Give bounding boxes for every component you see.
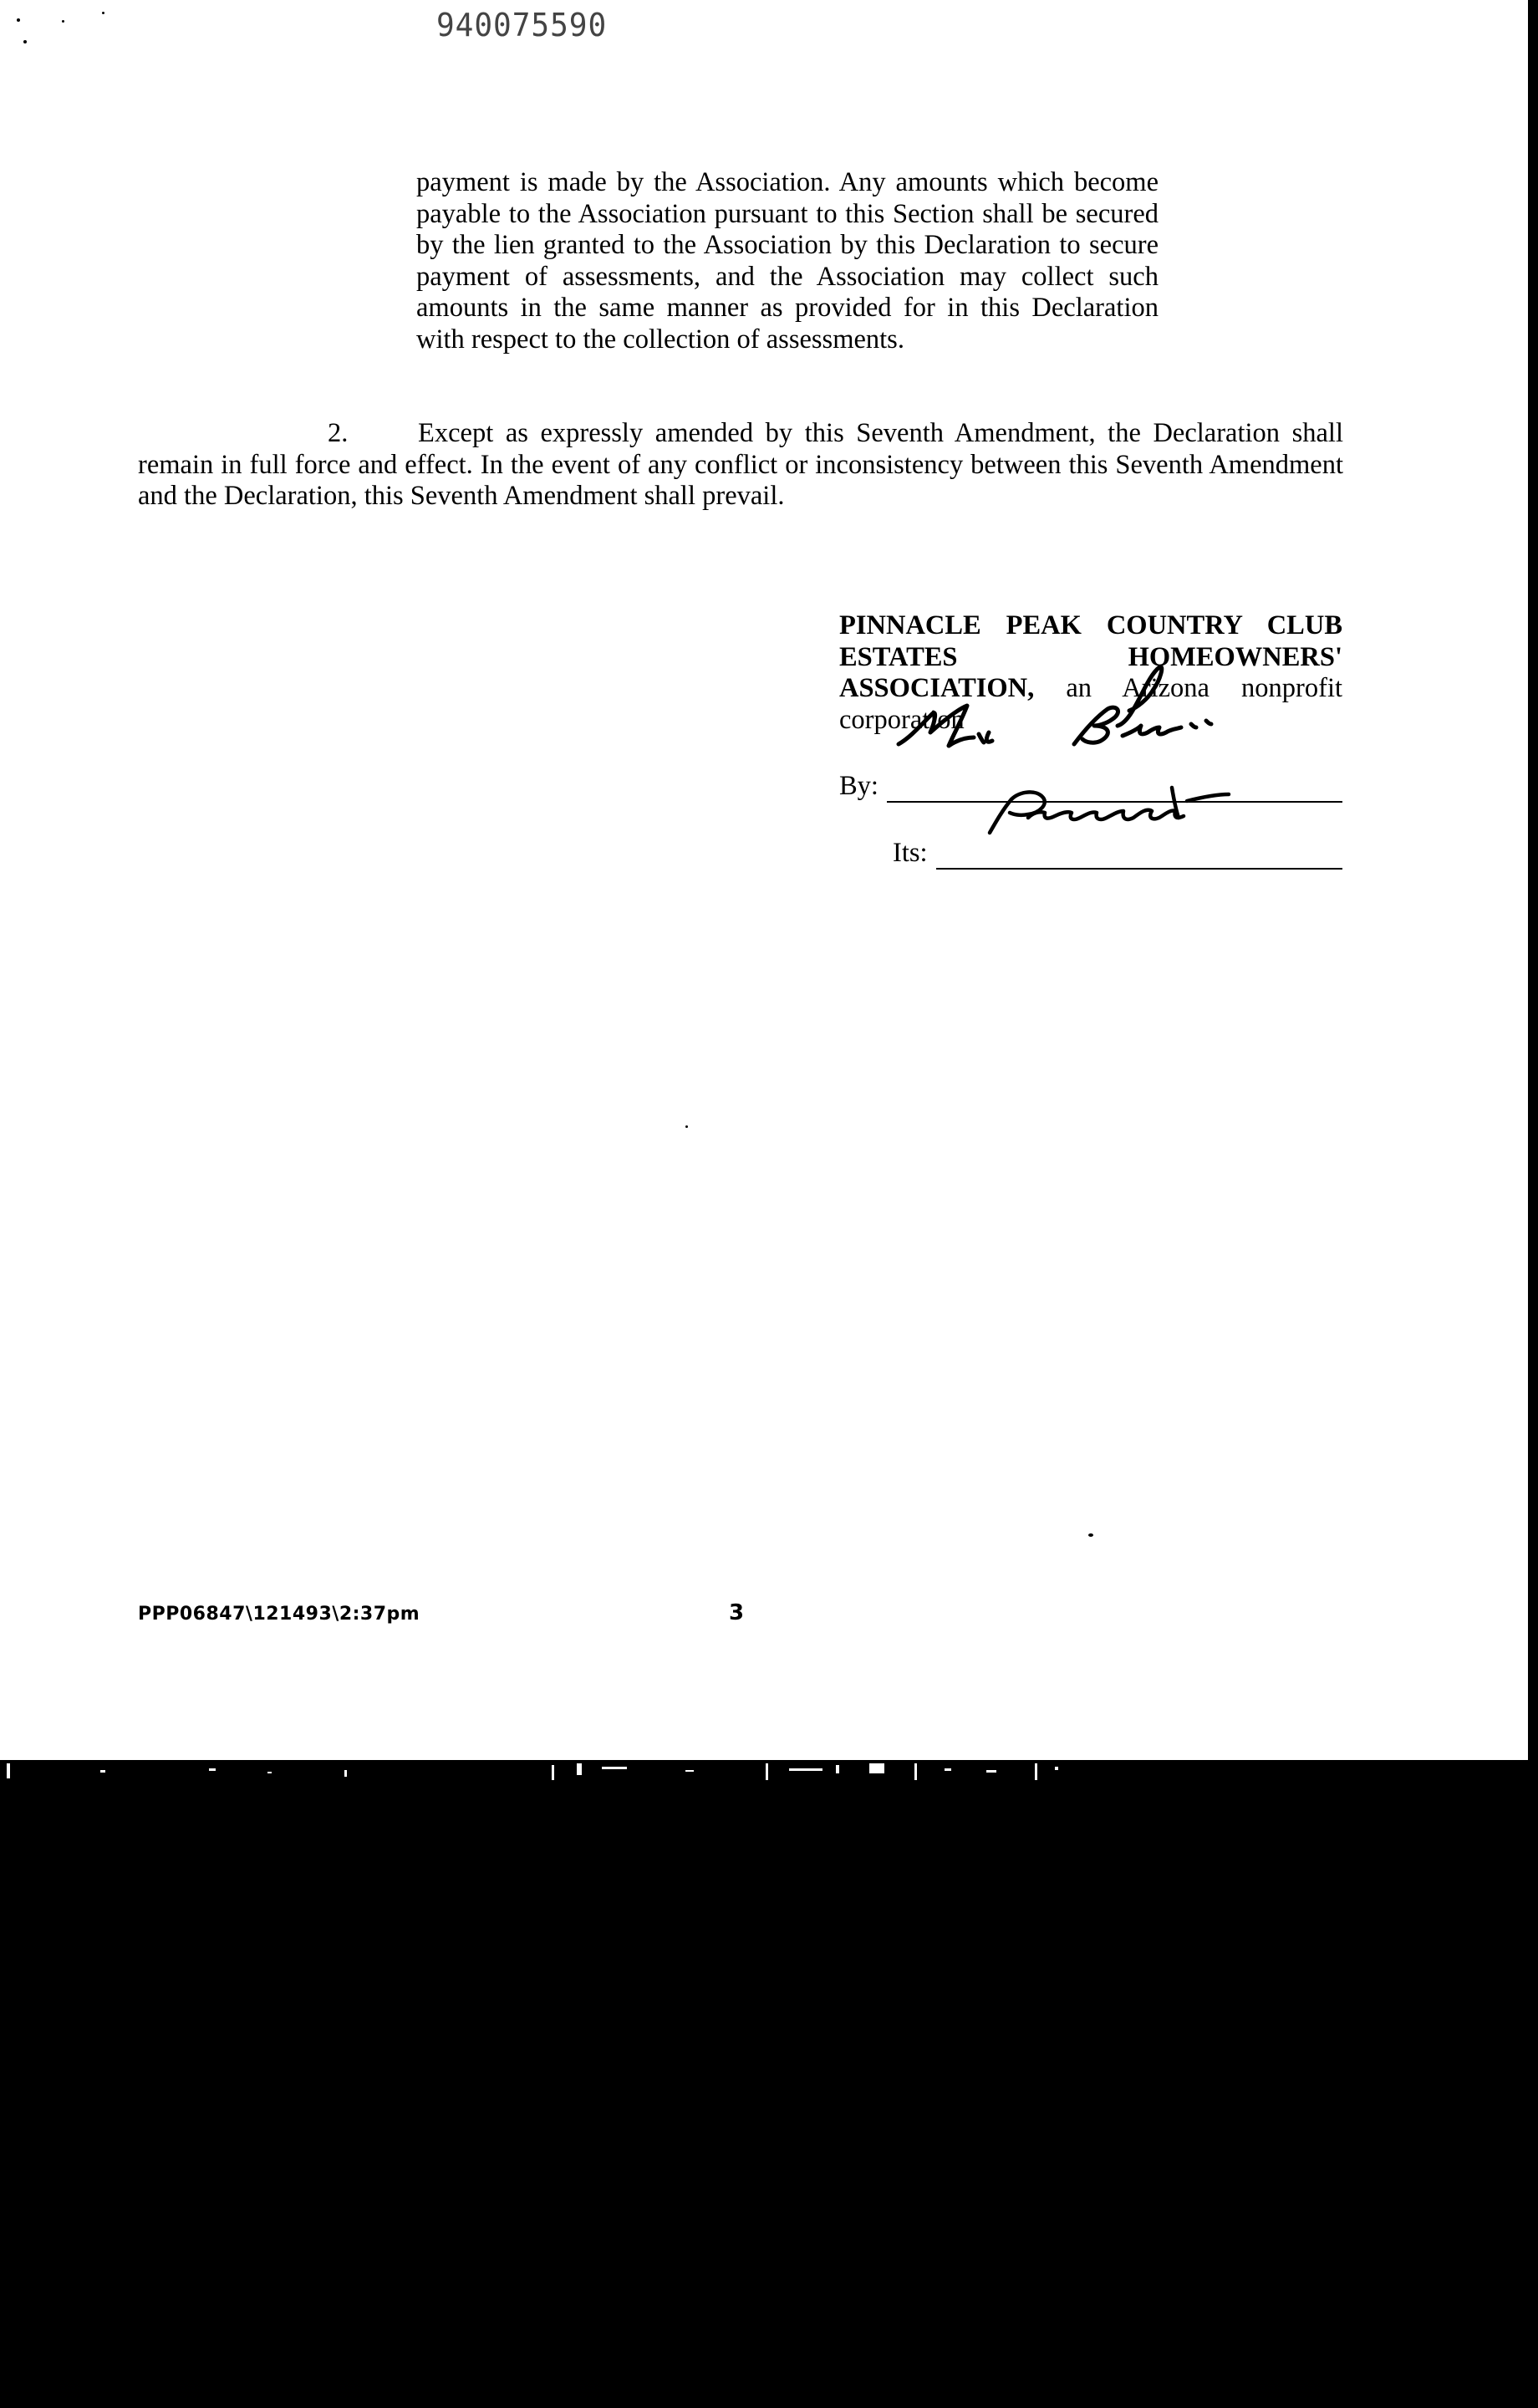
by-signature-line [887,726,1342,803]
organization-description: an Arizona nonprofit corporation [839,673,1343,735]
scan-noise-strip [0,1760,1538,1785]
paragraph-number: 2. [328,418,349,448]
its-label: Its: [893,838,928,868]
scan-speck [685,1125,688,1128]
its-signature-line [936,801,1342,870]
handwritten-title [936,793,1321,868]
scan-speck [17,18,20,22]
paragraph-2 [138,418,1343,513]
scan-edge [1528,0,1538,1760]
scan-speck [102,12,104,14]
footer-page-number: 3 [729,1600,745,1625]
scan-speck [23,40,27,43]
its-title-row [893,803,1342,870]
scan-speck [62,20,64,23]
footer-file-id: PPP06847\121493\2:37pm [138,1604,420,1625]
scan-black-margin [0,1760,1538,2408]
by-signature-row [839,727,1342,803]
handwritten-signature [887,701,1305,801]
organization-name: PINNACLE PEAK COUNTRY CLUB ESTATES HOMEOWNERS' ASSOCIATION, [839,610,1342,703]
document-number: 940075590 [436,7,608,43]
by-label: By: [839,771,878,801]
continued-section-paragraph: payment is made by the Association. Any amounts which become payable to the Association pursuant to this Section shall be secured by the lien granted to the Association by this Declaration to secure payment of assessments, and the Association may collect such amounts in the same manner as provided for in this Declaration with respect to the collection of assessments. [416,167,1159,355]
scan-speck [1088,1533,1093,1537]
paragraph-2-text: Except as expressly amended by this Seventh Amendment, the Declaration shall remain in full force and effect. In the event of any conflict or inconsistency between this Seventh Amendment and the Declaration, this Seventh Amendment shall prevail. [138,418,1343,511]
